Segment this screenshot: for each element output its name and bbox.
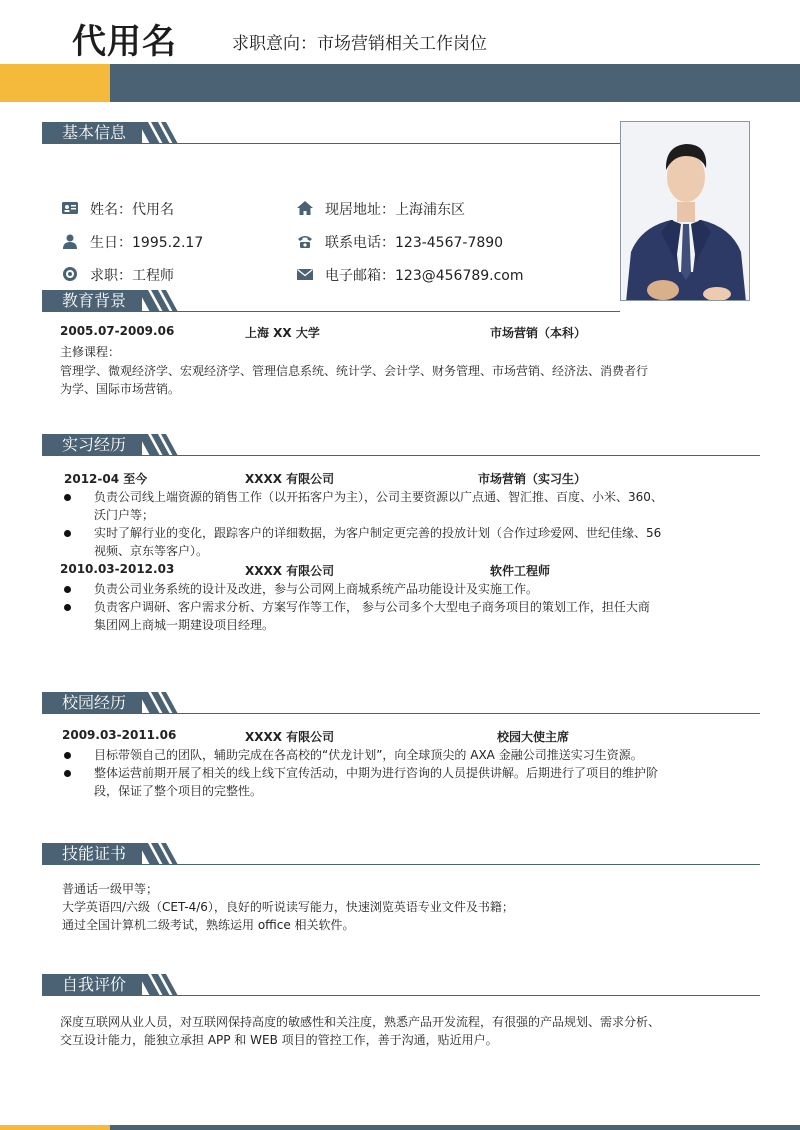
section-underline [42,713,760,714]
info-address-text: 现居地址：上海浦东区 [325,202,465,218]
info-name-text: 姓名：代用名 [90,202,174,218]
section-underline [42,143,620,144]
bullet-text [94,580,784,598]
skill-line: 大学英语四/六级（CET-4/6），良好的听说读写能力，快速浏览英语专业文件及书籍； [62,900,514,914]
info-email-text: 电子邮箱：123@456789.com [325,268,524,284]
campus-role: 校园大使主席 [497,730,570,744]
internship-company: XXXX 有限公司 [245,472,335,486]
bullet-line: 段，保证了整个项目的完整性。 [94,784,263,798]
stripes-decoration [138,434,178,456]
section-title: 技能证书 [42,843,142,865]
section-header-self-evaluation [42,974,760,996]
bullet-text [94,764,784,800]
skill-line: 通过全国计算机二级考试，熟练运用 office 相关软件。 [62,918,355,932]
stripes-decoration [138,974,178,996]
courses-label: 主修课程： [60,345,121,359]
bullet-line: 目标带领自己的团队，辅助完成在各高校的“伏龙计划”，向全球顶尖的 AXA 金融公司推送实习生资源。 [94,748,643,762]
courses-line: 管理学、微观经济学、宏观经济学、管理信息系统、统计学、会计学、财务管理、市场营销、经济法、消费者行 [60,364,649,378]
portrait-image [621,122,750,301]
footer-primary-bar [110,1125,800,1130]
section-title: 教育背景 [42,290,142,312]
campus-company: XXXX 有限公司 [245,730,335,744]
bullet-line: 负责客户调研、客户需求分析、方案写作等工作， 参与公司多个大型电子商务项目的策划工作，担任大商 [94,600,650,614]
section-underline [42,864,760,865]
bullet-text [94,488,784,524]
bullet-line: 沃门户等； [94,508,155,522]
bullet-line: 实时了解行业的变化，跟踪客户的详细数据，为客户制定更完善的投放计划（合作过珍爱网、世纪佳缘、56 [94,526,662,540]
section-header-skills [42,843,760,865]
id-card-icon [62,200,78,216]
education-major: 市场营销（本科） [490,326,587,340]
bullet-line: 整体运营前期开展了相关的线上线下宣传活动，中期为进行咨询的人员提供讲解。后期进行了项目的维护阶 [94,766,659,780]
bullet-dot [64,530,71,537]
campus-period: 2009.03-2011.06 [62,728,177,742]
internship-company: XXXX 有限公司 [245,564,335,578]
bullet-dot [64,494,71,501]
stripes-decoration [138,122,178,144]
header-primary-bar [110,64,800,102]
target-icon [62,266,78,282]
section-header-internship [42,434,760,456]
bullet-text [94,524,784,560]
bullet-text [94,598,784,634]
job-intent: 求职意向：市场营销相关工作岗位 [232,34,487,54]
section-underline [42,455,760,456]
bullet-dot [64,770,71,777]
header-accent-bar [0,64,110,102]
internship-role: 软件工程师 [490,564,551,578]
section-header-campus [42,692,760,714]
self-eval-line: 深度互联网从业人员，对互联网保持高度的敏感性和关注度，熟悉产品开发流程，有很强的产品规划、需求分析、 [60,1015,661,1029]
bullet-text [94,746,784,764]
info-job-text: 求职：工程师 [90,268,174,284]
education-period: 2005.07-2009.06 [60,324,175,338]
bullet-line: 负责公司业务系统的设计及改进，参与公司网上商城系统产品功能设计及实施工作。 [94,582,539,596]
internship-role: 市场营销（实习生） [478,472,587,486]
internship-period: 2012-04 至今 [64,472,148,486]
section-title: 基本信息 [42,122,142,144]
stripes-decoration [138,290,178,312]
section-title: 实习经历 [42,434,142,456]
section-title: 自我评价 [42,974,142,996]
home-icon [297,200,313,216]
section-header-education [42,290,762,312]
stripes-decoration [138,692,178,714]
stripes-decoration [138,843,178,865]
courses-line: 为学、国际市场营销。 [60,382,181,396]
resume-name: 代用名 [72,22,177,62]
info-birthday-text: 生日：1995.2.17 [90,235,204,251]
skill-line: 普通话一级甲等； [62,882,159,896]
section-underline [42,311,620,312]
self-eval-line: 交互设计能力，能独立承担 APP 和 WEB 项目的管控工作，善于沟通，贴近用户。 [60,1033,498,1047]
bullet-dot [64,752,71,759]
section-underline [42,995,760,996]
mail-icon [297,266,313,282]
profile-photo [620,121,750,301]
phone-icon [297,233,313,249]
bullet-dot [64,604,71,611]
internship-period: 2010.03-2012.03 [60,562,175,576]
section-title: 校园经历 [42,692,142,714]
bullet-line: 集团网上商城一期建设项目经理。 [94,618,275,632]
education-school: 上海 XX 大学 [245,326,320,340]
footer-accent-bar [0,1125,110,1130]
bullet-line: 负责公司线上端资源的销售工作（以开拓客户为主），公司主要资源以广点通、智汇推、百度、小米、360、 [94,490,663,504]
info-phone-text: 联系电话：123-4567-7890 [325,235,504,251]
person-icon [62,233,78,249]
bullet-dot [64,586,71,593]
bullet-line: 视频、京东等客户）。 [94,544,209,558]
